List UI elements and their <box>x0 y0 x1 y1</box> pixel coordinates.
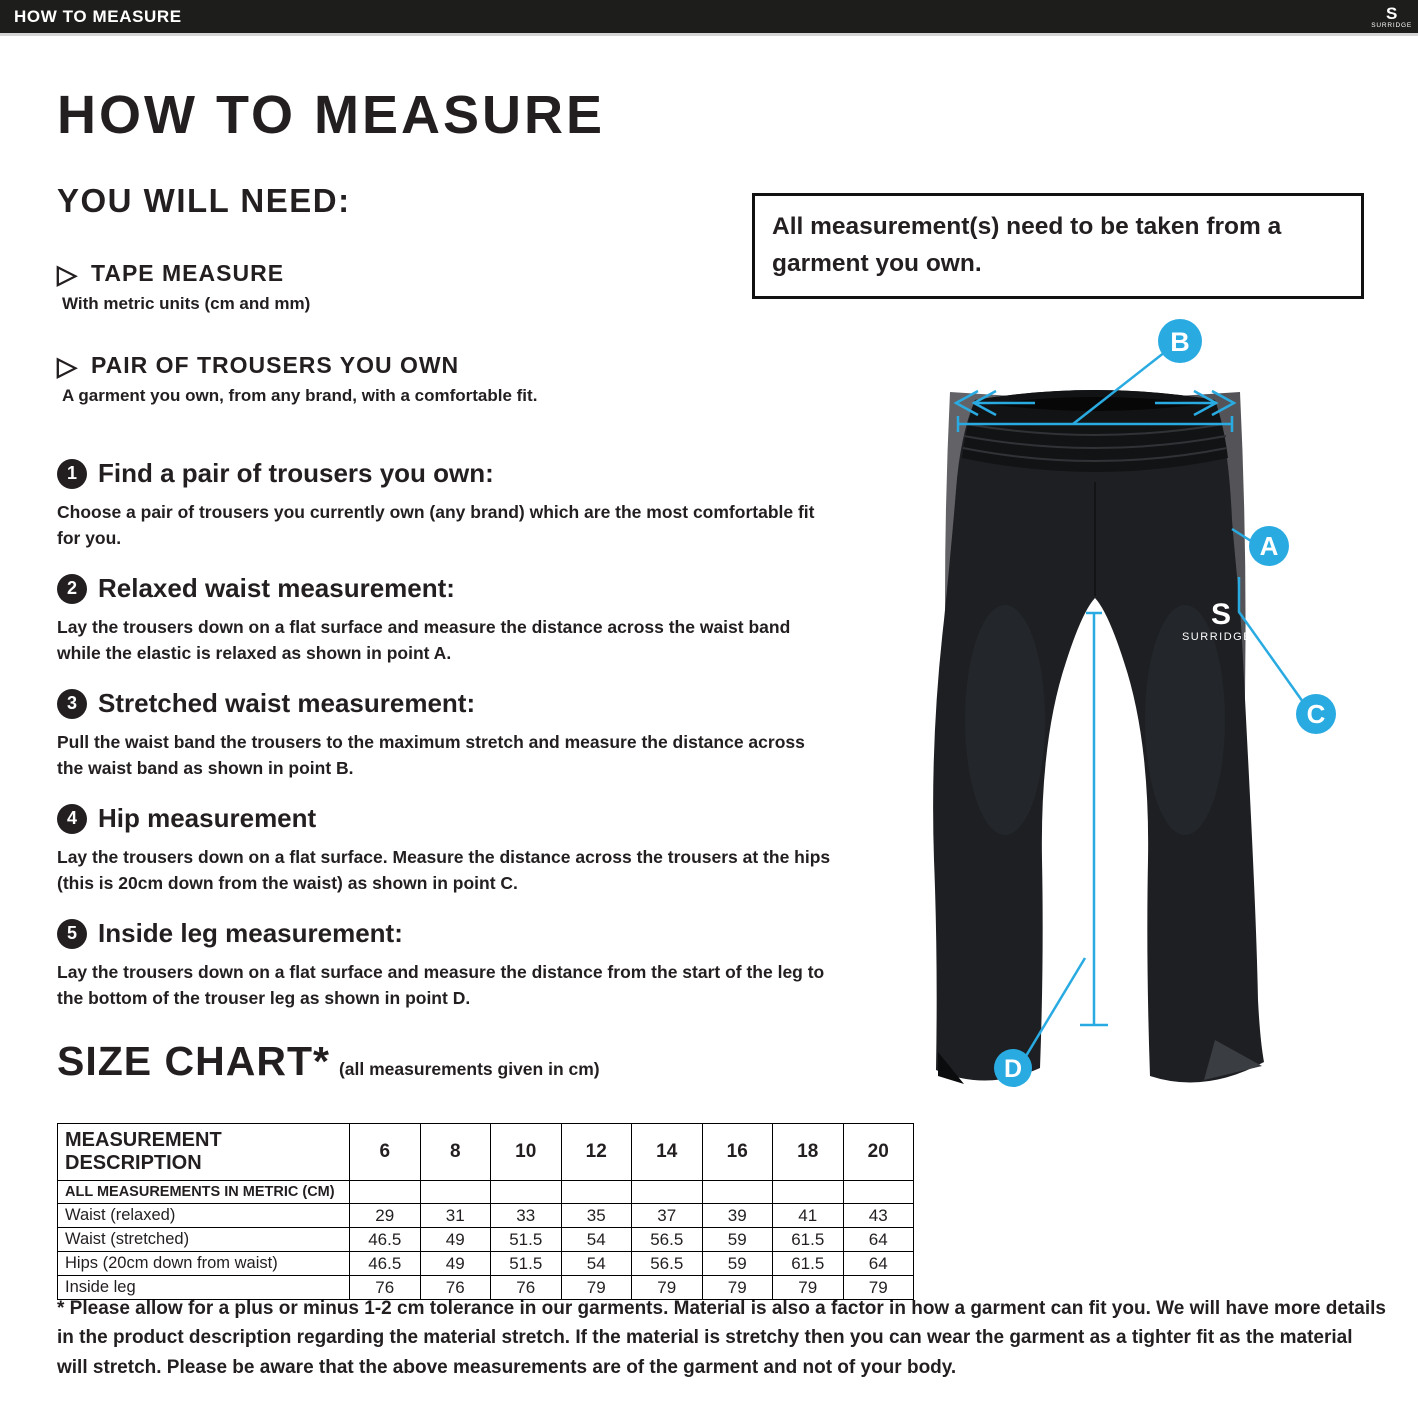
need-item-trousers <box>57 352 537 406</box>
empty-cell <box>773 1181 844 1204</box>
top-bar-title: HOW TO MEASURE <box>14 6 182 26</box>
table-cell: 46.5 <box>350 1228 421 1252</box>
trousers-measurement-diagram <box>878 300 1412 1122</box>
step-title: Relaxed waist measurement: <box>98 573 455 603</box>
step-head <box>57 803 832 834</box>
table-cell: 35 <box>561 1204 632 1228</box>
step-3 <box>57 688 832 782</box>
step-1 <box>57 458 832 552</box>
table-cell: 56.5 <box>632 1252 703 1276</box>
header-divider <box>0 33 1418 36</box>
table-cell: 79 <box>702 1276 773 1300</box>
row-label: Waist (stretched) <box>58 1228 350 1252</box>
need-item-head <box>57 260 310 287</box>
surridge-logo-text: SURRIDGE <box>1371 22 1412 30</box>
table-cell: 54 <box>561 1252 632 1276</box>
table-cell: 64 <box>843 1252 914 1276</box>
empty-cell <box>702 1181 773 1204</box>
step-title: Inside leg measurement: <box>98 918 403 948</box>
step-description: Lay the trousers down on a flat surface and measure the distance across the waist band while the elastic is relaxed as shown in point A. <box>57 617 791 664</box>
table-cell: 49 <box>420 1252 491 1276</box>
page-title: HOW TO MEASURE <box>57 85 606 145</box>
column-header-size: 10 <box>491 1124 562 1181</box>
need-item-tape-measure <box>57 260 310 314</box>
table-cell: 59 <box>702 1228 773 1252</box>
tolerance-footnote: * Please allow for a plus or minus 1-2 cm tolerance in our garments. Material is also a factor in how a garment can fit you. We will have more details in the product description regarding the material stretch. If the material is stretchy then you can wear the garment as a tighter fit as the material will stretch. Please be aware that the above measurements are of the garment and not of your body. <box>57 1298 1386 1378</box>
step-head <box>57 688 832 719</box>
surridge-logo <box>1371 5 1412 30</box>
table-row <box>58 1204 914 1228</box>
step-title: Find a pair of trousers you own: <box>98 458 494 488</box>
garment-surridge-s-icon: S <box>1210 598 1232 631</box>
column-header-size: 20 <box>843 1124 914 1181</box>
garment-surridge-logo-text: SURRIDGE <box>1181 631 1253 643</box>
need-item-description: A garment you own, from any brand, with a comfortable fit. <box>62 386 538 405</box>
size-chart-heading-row <box>57 1038 600 1085</box>
table-cell: 51.5 <box>491 1252 562 1276</box>
surridge-s-icon: S <box>1385 4 1398 24</box>
step-4 <box>57 803 832 897</box>
table-cell: 64 <box>843 1228 914 1252</box>
metric-note-cell: ALL MEASUREMENTS IN METRIC (CM) <box>58 1181 350 1204</box>
table-cell: 76 <box>491 1276 562 1300</box>
marker-d-label: D <box>1003 1055 1023 1083</box>
table-cell: 43 <box>843 1204 914 1228</box>
step-2 <box>57 573 832 667</box>
column-header-size: 8 <box>420 1124 491 1181</box>
column-header-size: 18 <box>773 1124 844 1181</box>
triangle-bullet-icon: ▷ <box>57 258 78 289</box>
need-item-head <box>57 352 537 379</box>
step-5 <box>57 918 832 1012</box>
row-label: Inside leg <box>58 1276 350 1300</box>
step-description: Lay the trousers down on a flat surface and measure the distance from the start of the leg to the bottom of the trouser leg as shown in point D. <box>57 962 825 1009</box>
step-number-badge: 4 <box>57 804 87 834</box>
column-header-size: 12 <box>561 1124 632 1181</box>
size-chart-table <box>57 1123 914 1300</box>
top-bar <box>0 0 1418 33</box>
table-cell: 59 <box>702 1252 773 1276</box>
empty-cell <box>350 1181 421 1204</box>
step-number-badge: 1 <box>57 459 87 489</box>
step-description: Lay the trousers down on a flat surface. Measure the distance across the trousers at the hips (this is 20cm down from the waist) as shown in point C. <box>57 847 831 894</box>
step-description: Choose a pair of trousers you currently own (any brand) which are the most comfortable fit for you. <box>57 502 815 549</box>
empty-cell <box>420 1181 491 1204</box>
size-chart-subtitle: (all measurements given in cm) <box>338 1059 600 1079</box>
table-cell: 54 <box>561 1228 632 1252</box>
step-title: Hip measurement <box>98 803 317 833</box>
need-item-title: PAIR OF TROUSERS YOU OWN <box>91 352 460 378</box>
you-will-need-heading: YOU WILL NEED: <box>57 182 351 219</box>
empty-cell <box>561 1181 632 1204</box>
column-header-size: 14 <box>632 1124 703 1181</box>
need-item-description: With metric units (cm and mm) <box>62 294 311 313</box>
table-cell: 76 <box>350 1276 421 1300</box>
row-label: Hips (20cm down from waist) <box>58 1252 350 1276</box>
column-header-size: 6 <box>350 1124 421 1181</box>
table-cell: 61.5 <box>773 1252 844 1276</box>
step-title: Stretched waist measurement: <box>98 688 476 718</box>
step-number-badge: 5 <box>57 919 87 949</box>
empty-cell <box>632 1181 703 1204</box>
step-number-badge: 3 <box>57 689 87 719</box>
column-header-description: MEASUREMENT DESCRIPTION <box>58 1124 350 1181</box>
table-row <box>58 1228 914 1252</box>
table-cell: 76 <box>420 1276 491 1300</box>
table-cell: 56.5 <box>632 1228 703 1252</box>
thigh-highlight-left <box>965 605 1045 835</box>
table-row <box>58 1252 914 1276</box>
table-header-row <box>58 1124 914 1181</box>
table-cell: 29 <box>350 1204 421 1228</box>
table-cell: 61.5 <box>773 1228 844 1252</box>
table-cell: 79 <box>773 1276 844 1300</box>
table-cell: 46.5 <box>350 1252 421 1276</box>
step-description: Pull the waist band the trousers to the maximum stretch and measure the distance across the waist band as shown in point B. <box>57 732 805 779</box>
column-header-size: 16 <box>702 1124 773 1181</box>
table-cell: 51.5 <box>491 1228 562 1252</box>
table-metric-row <box>58 1181 914 1204</box>
step-head <box>57 458 832 489</box>
table-cell: 79 <box>843 1276 914 1300</box>
table-cell: 79 <box>632 1276 703 1300</box>
step-head <box>57 918 832 949</box>
marker-b-label: B <box>1170 327 1190 357</box>
marker-c-label: C <box>1306 699 1326 729</box>
empty-cell <box>843 1181 914 1204</box>
table-cell: 39 <box>702 1204 773 1228</box>
table-cell: 41 <box>773 1204 844 1228</box>
table-cell: 31 <box>420 1204 491 1228</box>
step-head <box>57 573 832 604</box>
marker-a-label: A <box>1259 531 1279 561</box>
table-cell: 33 <box>491 1204 562 1228</box>
empty-cell <box>491 1181 562 1204</box>
measurement-note-box: All measurement(s) need to be taken from a garment you own. <box>752 193 1364 299</box>
triangle-bullet-icon: ▷ <box>57 350 78 381</box>
step-number-badge: 2 <box>57 574 87 604</box>
table-cell: 49 <box>420 1228 491 1252</box>
size-chart-title: SIZE CHART* <box>57 1038 330 1084</box>
need-item-title: TAPE MEASURE <box>91 260 285 286</box>
row-label: Waist (relaxed) <box>58 1204 350 1228</box>
table-cell: 79 <box>561 1276 632 1300</box>
table-cell: 37 <box>632 1204 703 1228</box>
